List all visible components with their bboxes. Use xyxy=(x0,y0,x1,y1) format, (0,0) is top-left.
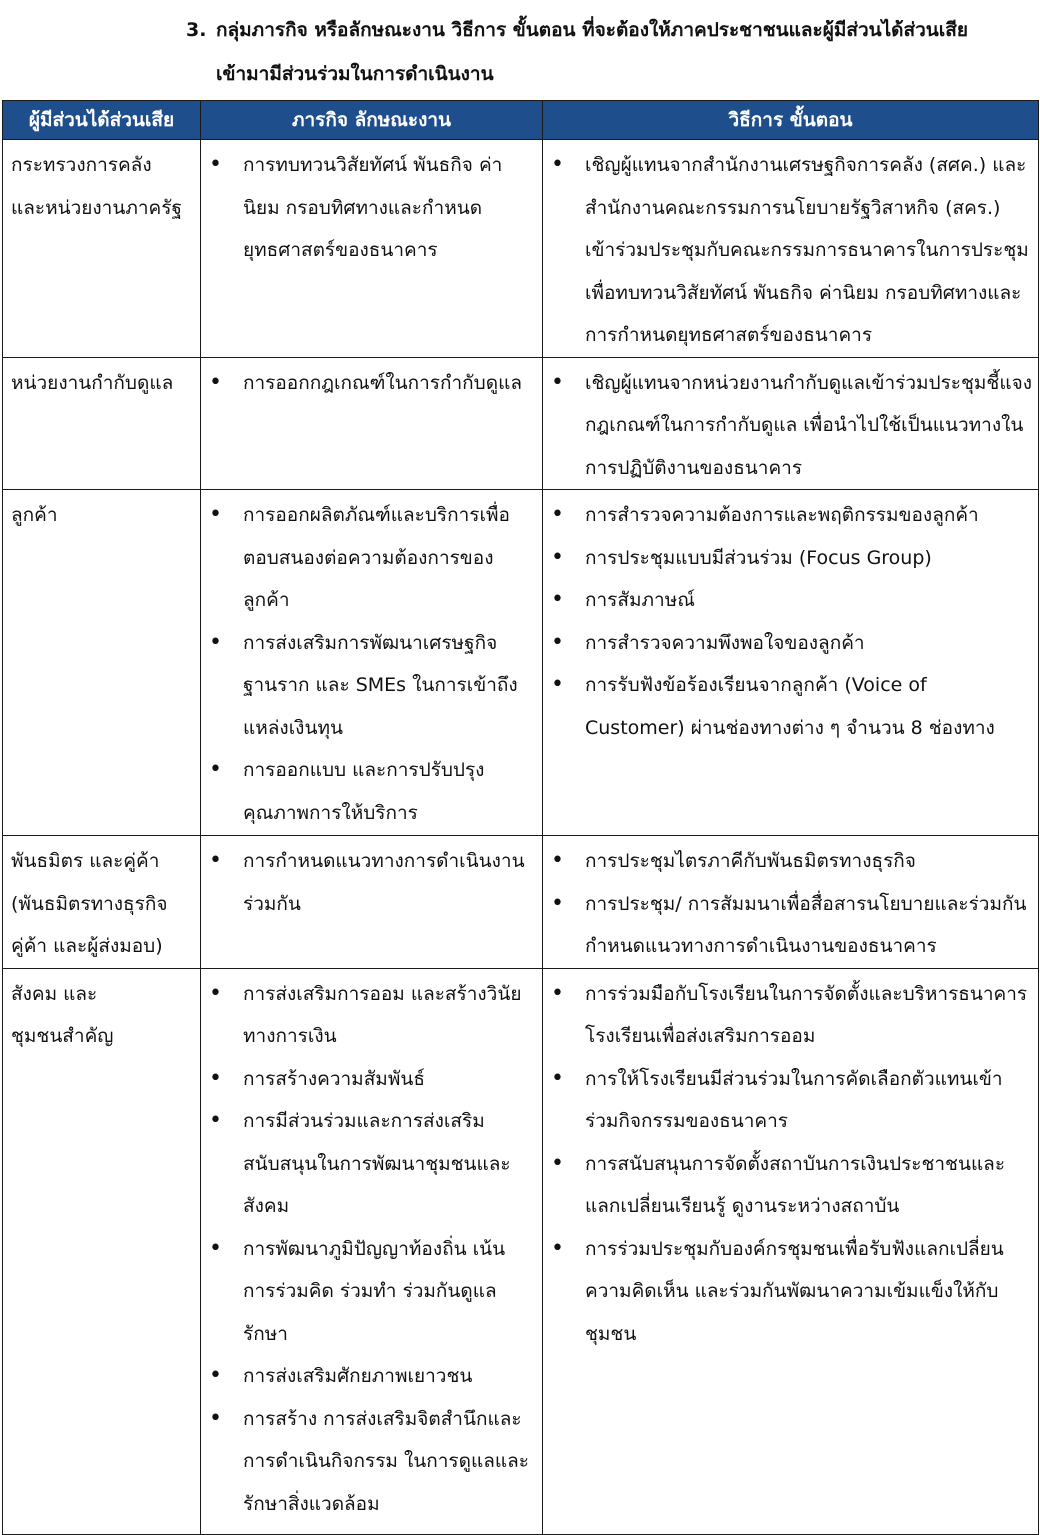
mission-item: • การออกกฎเกณฑ์ในการกำกับดูแล xyxy=(209,362,536,405)
method-item: • เชิญผู้แทนจากหน่วยงานกำกับดูแลเข้าร่วมประชุมชี้แจงกฎเกณฑ์ในการกำกับดูแล เพื่อนำไปใช้เป็นแนวทางในการปฏิบัติงานของธนาคาร xyxy=(551,362,1032,490)
method-item: • การประชุมแบบมีส่วนร่วม (Focus Group) xyxy=(551,537,1032,580)
missions-cell xyxy=(201,357,543,490)
stakeholder-cell: กระทรวงการคลัง และหน่วยงานภาครัฐ xyxy=(3,140,201,358)
table-body xyxy=(3,140,1039,1535)
methods-list xyxy=(551,840,1032,968)
missions-list xyxy=(209,973,536,1526)
methods-list xyxy=(551,973,1032,1356)
mission-item: • การพัฒนาภูมิปัญญาท้องถิ่น เน้นการร่วมคิด ร่วมทำ ร่วมกันดูแลรักษา xyxy=(209,1228,536,1356)
mission-item: • การส่งเสริมการพัฒนาเศรษฐกิจฐานราก และ SMEs ในการเข้าถึงแหล่งเงินทุน xyxy=(209,622,536,750)
missions-list xyxy=(209,144,536,272)
methods-cell xyxy=(543,490,1039,836)
table-row xyxy=(3,490,1039,836)
mission-item: • การทบทวนวิสัยทัศน์ พันธกิจ ค่านิยม กรอบทิศทางและกำหนดยุทธศาสตร์ของธนาคาร xyxy=(209,144,536,272)
method-item: • การรับฟังข้อร้องเรียนจากลูกค้า (Voice of Customer) ผ่านช่องทางต่าง ๆ จำนวน 8 ช่องทาง xyxy=(551,664,1032,749)
method-item: • การสำรวจความพึงพอใจของลูกค้า xyxy=(551,622,1032,665)
method-item: • การให้โรงเรียนมีส่วนร่วมในการคัดเลือกตัวแทนเข้าร่วมกิจกรรมของธนาคาร xyxy=(551,1058,1032,1143)
missions-list xyxy=(209,840,536,925)
mission-item: • การส่งเสริมการออม และสร้างวินัยทางการเงิน xyxy=(209,973,536,1058)
section-heading xyxy=(186,8,1026,96)
methods-list xyxy=(551,494,1032,749)
mission-item: • การส่งเสริมศักยภาพเยาวชน xyxy=(209,1355,536,1398)
stakeholder-cell: สังคม และ ชุมชนสำคัญ xyxy=(3,968,201,1534)
table-row xyxy=(3,357,1039,490)
section-number: 3. xyxy=(186,19,207,41)
heading-line-1: กลุ่มภารกิจ หรือลักษณะงาน วิธีการ ขั้นตอน ที่จะต้องให้ภาคประชาชนและผู้มีส่วนได้ส่วนเสีย xyxy=(216,19,968,41)
table-row xyxy=(3,968,1039,1534)
header-methods: วิธีการ ขั้นตอน xyxy=(543,101,1039,140)
stakeholder-table xyxy=(2,100,1039,1535)
stakeholder-cell: พันธมิตร และคู่ค้า (พันธมิตรทางธุรกิจ คู่ค้า และผู้ส่งมอบ) xyxy=(3,836,201,969)
heading-line-2: เข้ามามีส่วนร่วมในการดำเนินงาน xyxy=(216,63,494,85)
method-item: • การร่วมมือกับโรงเรียนในการจัดตั้งและบริหารธนาคารโรงเรียนเพื่อส่งเสริมการออม xyxy=(551,973,1032,1058)
methods-cell xyxy=(543,357,1039,490)
missions-cell xyxy=(201,490,543,836)
methods-list xyxy=(551,362,1032,490)
table-row xyxy=(3,836,1039,969)
method-item: • การสำรวจความต้องการและพฤติกรรมของลูกค้า xyxy=(551,494,1032,537)
table-row xyxy=(3,140,1039,358)
method-item: • การร่วมประชุมกับองค์กรชุมชนเพื่อรับฟังแลกเปลี่ยนความคิดเห็น และร่วมกันพัฒนาความเข้มแข็งให้กับชุมชน xyxy=(551,1228,1032,1356)
missions-cell xyxy=(201,836,543,969)
mission-item: • การสร้าง การส่งเสริมจิตสำนึกและการดำเนินกิจกรรม ในการดูแลและรักษาสิ่งแวดล้อม xyxy=(209,1398,536,1526)
methods-cell xyxy=(543,836,1039,969)
mission-item: • การออกแบบ และการปรับปรุงคุณภาพการให้บริการ xyxy=(209,749,536,834)
method-item: • การประชุม/ การสัมมนาเพื่อสื่อสารนโยบายและร่วมกันกำหนดแนวทางการดำเนินงานของธนาคาร xyxy=(551,883,1032,968)
table-header-row xyxy=(3,101,1039,140)
mission-item: • การกำหนดแนวทางการดำเนินงานร่วมกัน xyxy=(209,840,536,925)
methods-cell xyxy=(543,968,1039,1534)
methods-list xyxy=(551,144,1032,357)
header-stakeholder: ผู้มีส่วนได้ส่วนเสีย xyxy=(3,101,201,140)
stakeholder-cell: หน่วยงานกำกับดูแล xyxy=(3,357,201,490)
mission-item: • การมีส่วนร่วมและการส่งเสริมสนับสนุนในการพัฒนาชุมชนและสังคม xyxy=(209,1100,536,1228)
mission-item: • การสร้างความสัมพันธ์ xyxy=(209,1058,536,1101)
missions-cell xyxy=(201,968,543,1534)
missions-list xyxy=(209,362,536,405)
method-item: • การประชุมไตรภาคีกับพันธมิตรทางธุรกิจ xyxy=(551,840,1032,883)
method-item: • เชิญผู้แทนจากสำนักงานเศรษฐกิจการคลัง (สศค.) และสำนักงานคณะกรรมการนโยบายรัฐวิสาหกิจ (สคร.) เข้าร่วมประชุมกับคณะกรรมการธนาคารในการประชุมเพื่อทบทวนวิสัยทัศน์ พันธกิจ ค่านิยม กรอบทิศทางและการกำหนดยุทธศาสตร์ของธนาคาร xyxy=(551,144,1032,357)
missions-list xyxy=(209,494,536,834)
methods-cell xyxy=(543,140,1039,358)
stakeholder-cell: ลูกค้า xyxy=(3,490,201,836)
missions-cell xyxy=(201,140,543,358)
method-item: • การสนับสนุนการจัดตั้งสถาบันการเงินประชาชนและแลกเปลี่ยนเรียนรู้ ดูงานระหว่างสถาบัน xyxy=(551,1143,1032,1228)
header-missions: ภารกิจ ลักษณะงาน xyxy=(201,101,543,140)
mission-item: • การออกผลิตภัณฑ์และบริการเพื่อตอบสนองต่อความต้องการของลูกค้า xyxy=(209,494,536,622)
method-item: • การสัมภาษณ์ xyxy=(551,579,1032,622)
